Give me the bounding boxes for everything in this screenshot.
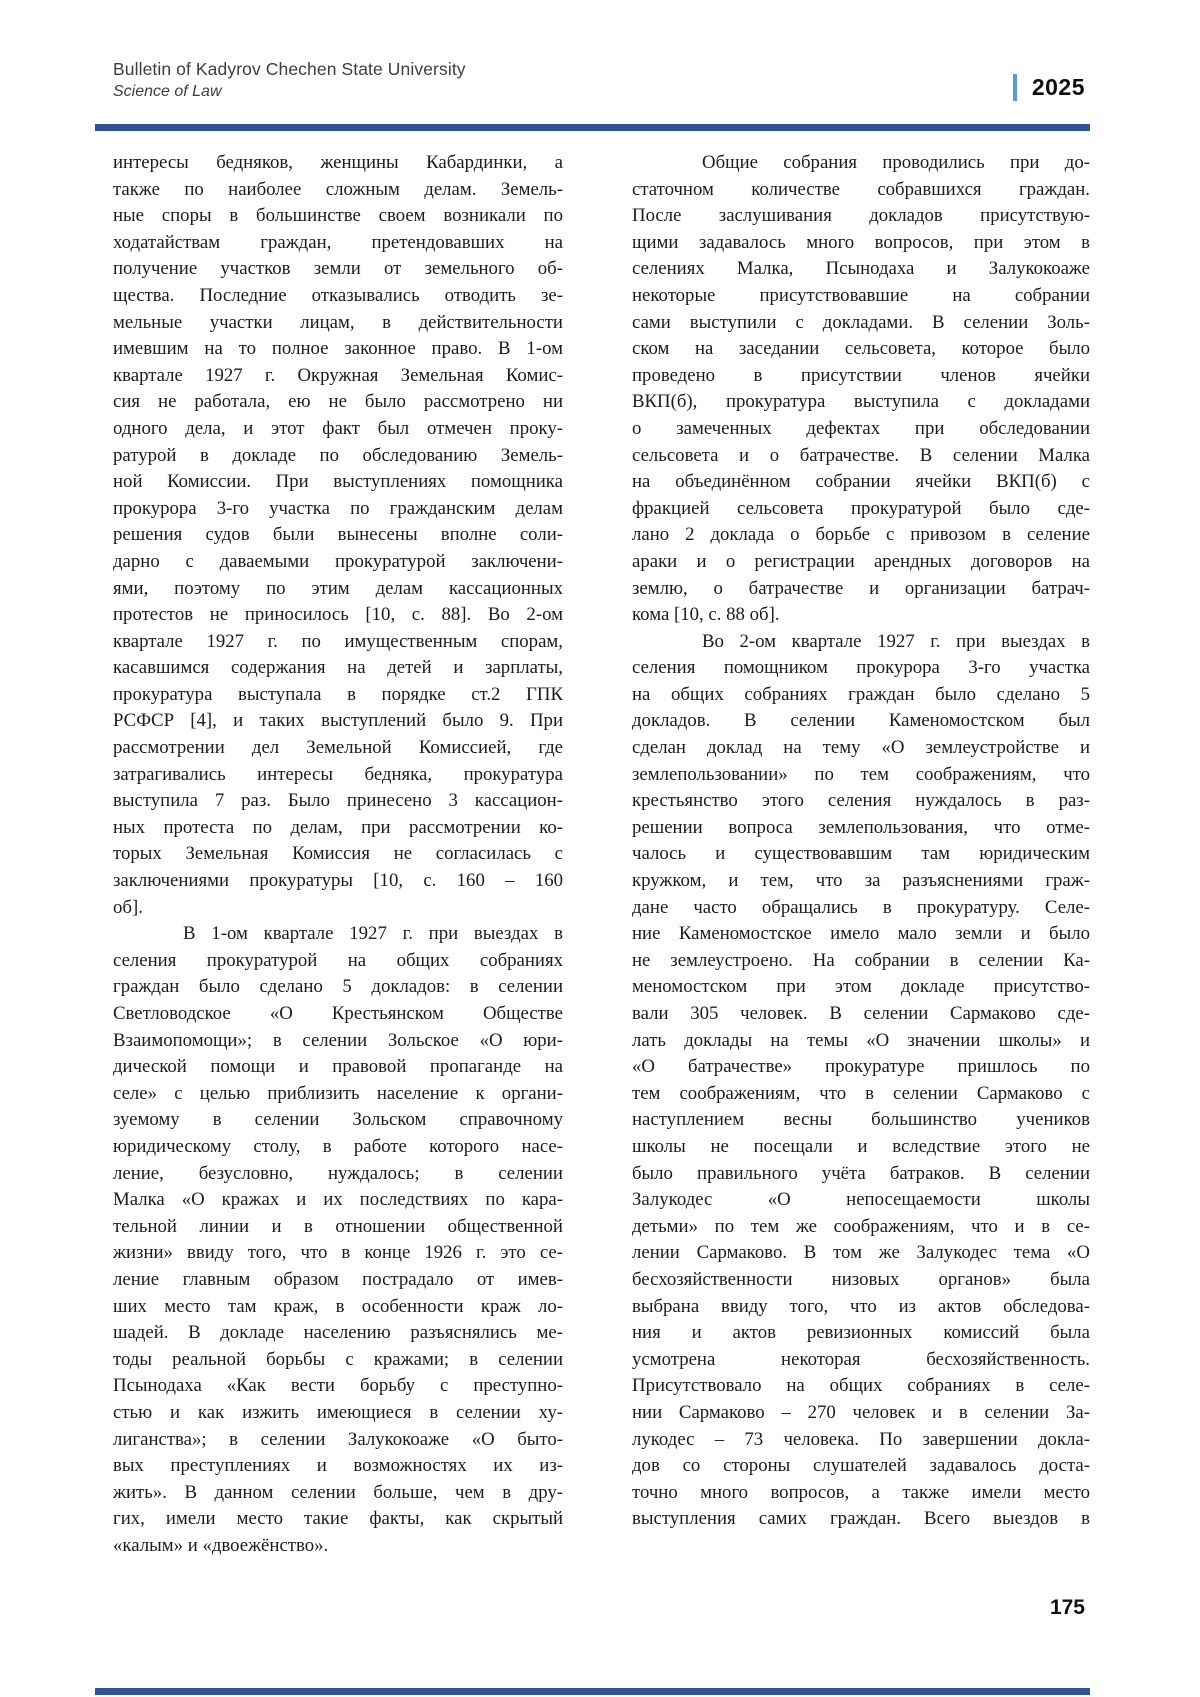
text-line: ском на заседании сельсовета, которое было bbox=[632, 338, 1090, 360]
text-line: араки и о регистрации арендных договоров на bbox=[632, 550, 1090, 572]
text-line: селения помощником прокурора 3-го участка bbox=[632, 657, 1090, 679]
text-line: о замеченных дефектах при обследовании bbox=[632, 417, 1090, 439]
text-line: фракцией сельсовета прокуратурой было сде- bbox=[632, 497, 1090, 519]
text-line: чалось и существовавшим там юридическим bbox=[632, 843, 1090, 865]
text-line: стью и как изжить имеющиеся в селении ху- bbox=[113, 1401, 563, 1423]
text-line: мельные участки лицам, в действительности bbox=[113, 311, 563, 333]
text-line: ями, поэтому по этим делам кассационных bbox=[113, 577, 563, 599]
text-line: дарно с даваемыми прокуратурой заключени- bbox=[113, 550, 563, 572]
year-separator-bar bbox=[1013, 74, 1017, 101]
text-line: ших место там краж, в особенности краж ло- bbox=[113, 1295, 563, 1317]
text-line: лиганства»; в селении Залукокоаже «О быто- bbox=[113, 1428, 563, 1450]
text-line: ратурой в докладе по обследованию Земель- bbox=[113, 444, 563, 466]
text-line: прокурора 3-го участка по гражданским делам bbox=[113, 497, 563, 519]
text-line: меномостском при этом докладе присутство- bbox=[632, 976, 1090, 998]
text-line: Псынодаха «Как вести борьбу с преступно- bbox=[113, 1375, 563, 1397]
text-line: получение участков земли от земельного об- bbox=[113, 258, 563, 280]
header-rule bbox=[95, 124, 1090, 131]
text-line: зуемому в селении Зольском справочному bbox=[113, 1109, 563, 1131]
text-line: бесхозяйственности низовых органов» была bbox=[632, 1268, 1090, 1290]
text-line: рассмотрении дел Земельной Комиссией, где bbox=[113, 737, 563, 759]
text-line: лано 2 доклада о борьбе с привозом в селение bbox=[632, 524, 1090, 546]
text-line: Взаимопомощи»; в селении Зольское «О юри- bbox=[113, 1029, 563, 1051]
text-line: интересы бедняков, женщины Кабардинки, а bbox=[113, 152, 563, 173]
text-line: ление, безусловно, нуждалось; в селении bbox=[113, 1162, 563, 1184]
text-line: дической помощи и правовой пропаганде на bbox=[113, 1056, 563, 1078]
text-line: школы не посещали и вследствие этого не bbox=[632, 1135, 1090, 1157]
text-line: щими задавалось много вопросов, при этом в bbox=[632, 231, 1090, 253]
text-line: решении вопроса землепользования, что отме- bbox=[632, 816, 1090, 838]
text-line: выступления самих граждан. Всего выездов в bbox=[632, 1508, 1090, 1530]
text-line: на общих собраниях граждан было сделано 5 bbox=[632, 683, 1090, 705]
text-line: ные споры в большинстве своем возникали по bbox=[113, 205, 563, 227]
text-line: торых Земельная Комиссия не согласилась с bbox=[113, 843, 563, 865]
text-line: Присутствовало на общих собраниях в селе- bbox=[632, 1375, 1090, 1397]
paragraph bbox=[113, 921, 563, 1559]
text-line: выступила 7 раз. Было принесено 3 кассацион- bbox=[113, 790, 563, 812]
text-line: дане часто обращались в прокуратуру. Селе- bbox=[632, 896, 1090, 918]
text-line: квартале 1927 г. по имущественным спорам, bbox=[113, 630, 563, 652]
text-line: ходатайствам граждан, претендовавших на bbox=[113, 231, 563, 253]
text-line: решения судов были вынесены вполне соли- bbox=[113, 524, 563, 546]
text-line: граждан было сделано 5 докладов: в селении bbox=[113, 976, 563, 998]
text-line: также по наиболее сложным делам. Земель- bbox=[113, 178, 563, 200]
text-line: дов со стороны слушателей задавалось доста- bbox=[632, 1455, 1090, 1477]
text-line: сделан доклад на тему «О землеустройстве и bbox=[632, 737, 1090, 759]
text-line: выбрана ввиду того, что из актов обследова- bbox=[632, 1295, 1090, 1317]
text-line: Светловодское «О Крестьянском Обществе bbox=[113, 1003, 563, 1024]
text-line: ВКП(б), прокуратура выступила с докладами bbox=[632, 391, 1090, 413]
text-line: В 1-ом квартале 1927 г. при выездах в bbox=[183, 923, 563, 945]
text-line: имевшим на то полное законное право. В 1-ом bbox=[113, 338, 563, 360]
column-left bbox=[113, 150, 563, 1559]
text-line: юридическому столу, в работе которого насе- bbox=[113, 1135, 563, 1157]
column-right bbox=[632, 150, 1090, 1533]
text-line: статочном количестве собравшихся граждан. bbox=[632, 178, 1090, 200]
text-line: тоды реальной борьбы с кражами; в селении bbox=[113, 1348, 563, 1370]
text-line: селениях Малка, Псынодаха и Залукокоаже bbox=[632, 258, 1090, 280]
text-line: землю, о батрачестве и организации батрач- bbox=[632, 577, 1090, 599]
text-line: кома [10, с. 88 об]. bbox=[632, 604, 780, 626]
text-line: усмотрена некоторая бесхозяйственность. bbox=[632, 1348, 1090, 1370]
text-line: вых преступлениях и возможностях их из- bbox=[113, 1455, 563, 1477]
text-line: одного дела, и этот факт был отмечен проку- bbox=[113, 417, 563, 439]
text-line: лении Сармаково. В том же Залукодес тема «О bbox=[632, 1242, 1090, 1264]
text-line: точно много вопросов, а также имели место bbox=[632, 1481, 1090, 1503]
text-line: Малка «О кражах и их последствиях по кара- bbox=[113, 1189, 563, 1211]
paragraph bbox=[113, 150, 563, 921]
text-line: кружком, и тем, что за разъяснениями граж- bbox=[632, 870, 1090, 892]
journal-subtitle: Science of Law bbox=[113, 83, 222, 100]
text-line: протестов не приносилось [10, с. 88]. Во 2-ом bbox=[113, 604, 563, 626]
footer-rule bbox=[95, 1688, 1090, 1695]
text-line: квартале 1927 г. Окружная Земельная Комис- bbox=[113, 364, 563, 386]
text-line: После заслушивания докладов присутствую- bbox=[632, 205, 1090, 227]
page-header bbox=[113, 58, 466, 103]
text-line: «О батрачестве» прокуратуре пришлось по bbox=[632, 1056, 1090, 1078]
paragraph bbox=[632, 150, 1090, 629]
publication-year: 2025 bbox=[1031, 74, 1085, 100]
text-line: щества. Последние отказывались отводить зе- bbox=[113, 284, 563, 306]
text-line: гих, имели место такие факты, как скрытый bbox=[113, 1508, 563, 1530]
text-line: Залукодес «О непосещаемости школы bbox=[632, 1189, 1090, 1211]
text-line: некоторые присутствовавшие на собрании bbox=[632, 284, 1090, 306]
text-line: лукодес – 73 человека. По завершении докла- bbox=[632, 1428, 1090, 1450]
text-line: жить». В данном селении больше, чем в дру- bbox=[113, 1481, 563, 1503]
text-line: «калым» и «двоежёнство». bbox=[113, 1534, 329, 1556]
text-line: затрагивались интересы бедняка, прокуратура bbox=[113, 763, 563, 785]
text-line: прокуратура выступала в порядке ст.2 ГПК bbox=[113, 683, 563, 705]
text-line: было правильного учёта батраков. В селении bbox=[632, 1162, 1090, 1184]
text-line: проведено в присутствии членов ячейки bbox=[632, 364, 1090, 386]
text-line: лать доклады на темы «О значении школы» и bbox=[632, 1029, 1090, 1051]
text-line: крестьянство этого селения нуждалось в раз- bbox=[632, 790, 1090, 812]
text-line: РСФСР [4], и таких выступлений было 9. При bbox=[113, 710, 563, 732]
text-line: не землеустроено. На собрании в селении Ка- bbox=[632, 949, 1090, 971]
text-line: тем соображениям, что в селении Сармаково с bbox=[632, 1082, 1090, 1104]
paragraph bbox=[632, 629, 1090, 1533]
text-line: сия не работала, ею не было рассмотрено ни bbox=[113, 391, 563, 413]
text-line: селения прокуратурой на общих собраниях bbox=[113, 949, 563, 971]
text-line: ние Каменомостское имело мало земли и было bbox=[632, 923, 1090, 945]
text-line: жизни» ввиду того, что в конце 1926 г. это се- bbox=[113, 1242, 563, 1264]
text-line: заключениями прокуратуры [10, с. 160 – 160 bbox=[113, 870, 563, 892]
text-line: на объединённом собрании ячейки ВКП(б) с bbox=[632, 471, 1090, 493]
year-block bbox=[1013, 74, 1085, 101]
text-line: селе» с целью приблизить население к органи- bbox=[113, 1082, 563, 1104]
text-line: сами выступили с докладами. В селении Золь- bbox=[632, 311, 1090, 333]
text-line: ных протеста по делам, при рассмотрении ко- bbox=[113, 816, 563, 838]
text-line: об]. bbox=[113, 896, 143, 918]
text-line: вали 305 человек. В селении Сармаково сде- bbox=[632, 1003, 1090, 1024]
text-line: Общие собрания проводились при до- bbox=[702, 152, 1090, 173]
text-line: детьми» по тем же соображениям, что и в се- bbox=[632, 1215, 1090, 1237]
text-line: наступлением весны большинство учеников bbox=[632, 1109, 1090, 1131]
text-line: докладов. В селении Каменомостском был bbox=[632, 710, 1090, 732]
text-line: сельсовета и о батрачестве. В селении Малка bbox=[632, 444, 1090, 466]
text-line: ление главным образом пострадало от имев- bbox=[113, 1268, 563, 1290]
page-number: 175 bbox=[1049, 1596, 1085, 1619]
text-line: касавшимся содержания на детей и зарплаты, bbox=[113, 657, 563, 679]
text-line: землепользовании» по тем соображениям, что bbox=[632, 763, 1090, 785]
text-line: Во 2-ом квартале 1927 г. при выездах в bbox=[702, 630, 1090, 652]
journal-title: Bulletin of Kadyrov Chechen State University bbox=[113, 59, 466, 79]
text-line: шадей. В докладе населению разъяснялись ме- bbox=[113, 1322, 563, 1344]
text-line: тельной линии и в отношении общественной bbox=[113, 1215, 563, 1237]
text-line: ния и актов ревизионных комиссий была bbox=[632, 1322, 1090, 1344]
text-line: нии Сармаково – 270 человек и в селении За- bbox=[632, 1401, 1090, 1423]
text-line: ной Комиссии. При выступлениях помощника bbox=[113, 471, 563, 493]
